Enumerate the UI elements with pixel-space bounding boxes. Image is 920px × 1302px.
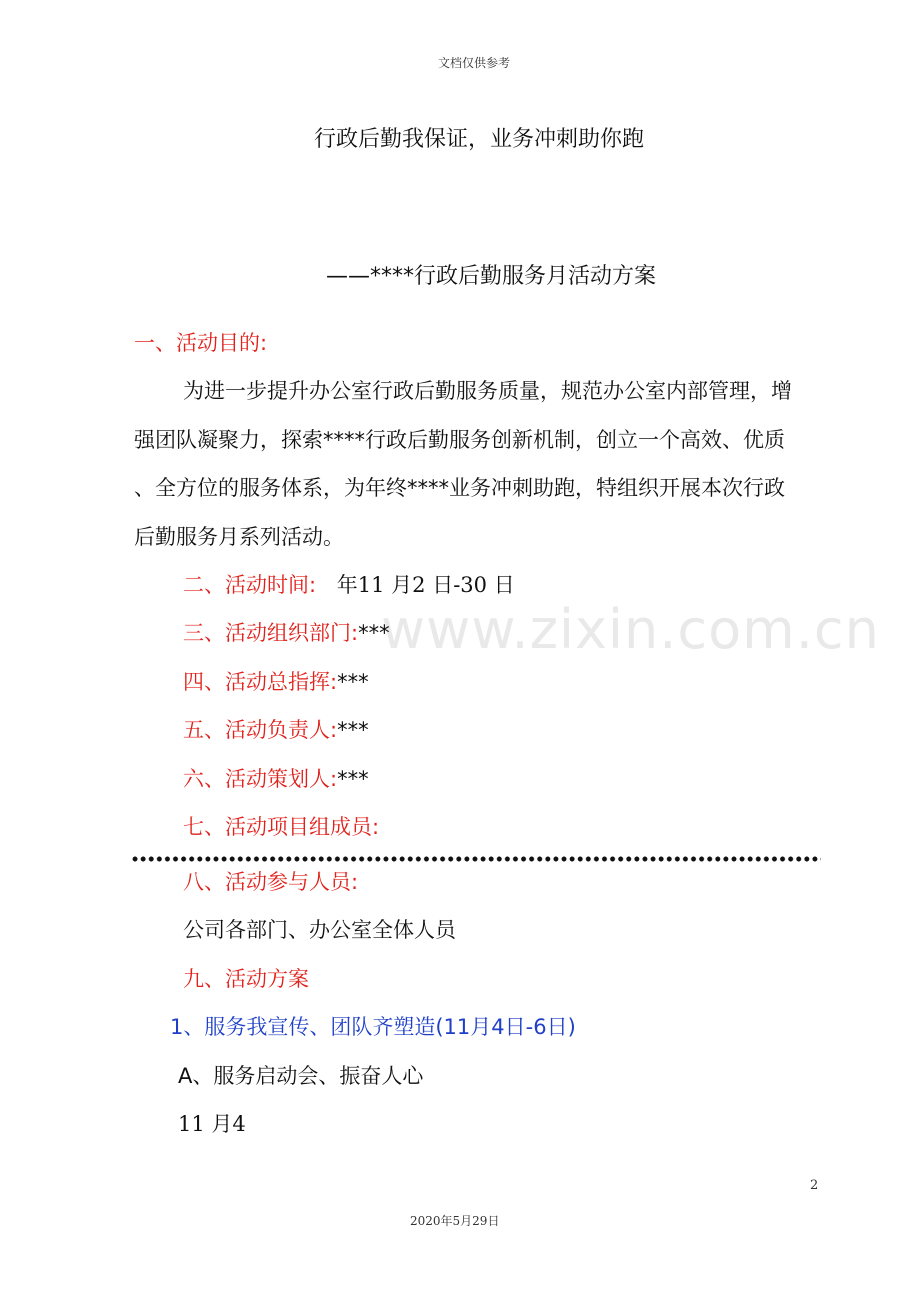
section-3-value: *** — [358, 621, 390, 645]
dotted-separator — [131, 856, 821, 862]
section-4 — [183, 666, 369, 696]
section-8-body: 公司各部门、办公室全体人员 — [183, 918, 456, 942]
header-note: 文档仅供参考 — [438, 56, 511, 70]
section-5-heading: 五、活动负责人: — [183, 718, 338, 742]
section-5 — [183, 714, 369, 744]
paragraph-line-2: 强团队凝聚力，探索****行政后勤服务创新机制，创立一个高效、优质 — [134, 428, 785, 452]
footer-date: 2020年5月29日 — [410, 1214, 500, 1228]
section-2 — [183, 569, 515, 599]
section-5-value: *** — [337, 718, 369, 742]
section-7-heading: 七、活动项目组成员: — [183, 815, 380, 839]
section-6 — [183, 763, 369, 793]
section-3-heading: 三、活动组织部门: — [183, 621, 359, 645]
document-subtitle: ——****行政后勤服务月活动方案 — [326, 264, 657, 289]
watermark: www.zixin.com.cn — [381, 598, 880, 661]
section-9-item-a: A、服务启动会、振奋人心 — [178, 1064, 424, 1088]
section-9-heading: 九、活动方案 — [183, 967, 309, 991]
paragraph-line-4: 后勤服务月系列活动。 — [134, 525, 344, 549]
section-4-value: *** — [337, 670, 369, 694]
paragraph-line-3: 、全方位的服务体系，为年终****业务冲刺助跑，特组织开展本次行政 — [134, 476, 785, 500]
section-2-value: 年11 月2 日-30 日 — [336, 573, 515, 597]
section-8-heading: 八、活动参与人员: — [183, 870, 359, 894]
section-9-item-1: 1、服务我宣传、团队齐塑造(11月4日-6日) — [170, 1015, 576, 1039]
section-6-value: *** — [337, 767, 369, 791]
section-1-heading: 一、活动目的: — [134, 331, 268, 355]
page-number: 2 — [810, 1178, 819, 1193]
section-9-date: 11 月4 — [178, 1112, 246, 1136]
section-3 — [183, 617, 390, 647]
section-4-heading: 四、活动总指挥: — [183, 670, 338, 694]
paragraph-line-1: 为进一步提升办公室行政后勤服务质量，规范办公室内部管理，增 — [183, 379, 792, 403]
section-6-heading: 六、活动策划人: — [183, 767, 338, 791]
document-title: 行政后勤我保证，业务冲刺助你跑 — [314, 127, 645, 152]
section-2-heading: 二、活动时间: — [183, 573, 317, 597]
